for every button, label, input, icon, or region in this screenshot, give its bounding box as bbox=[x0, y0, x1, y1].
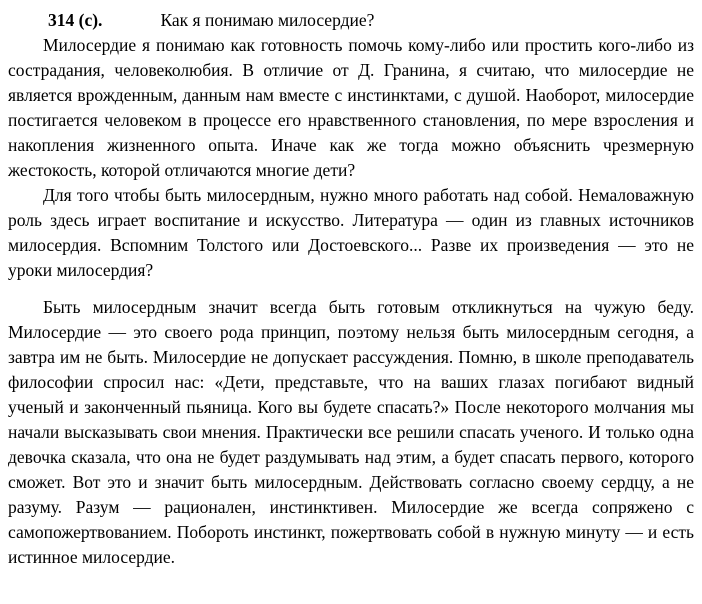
exercise-title: Как я понимаю милосердие? bbox=[160, 10, 375, 30]
exercise-number: 314 (с). bbox=[48, 10, 103, 30]
paragraph-3: Быть милосердным значит всегда быть готовым откликнуться на чужую беду. Милосердие — это своего рода принцип, поэтому нельзя быть милосердным сегодня, а завтра им не быть. Милосердие не допускает рассуждения. Помню, в школе преподаватель философии спросил нас: «Дети, представьте, что на ваших глазах погибают видный ученый и законченный пьяница. Кого вы будете спасать?» После некоторого молчания мы начали высказывать свои мнения. Практически все решили спасать ученого. И только одна девочка сказала, что она не будет раздумывать над этим, а будет спасать первого, которого сможет. Вот это и значит быть милосердным. Действовать согласно своему сердцу, а не разуму. Разум — рационален, инстинктивен. Милосердие же всегда сопряжено с самопожертвованием. Побороть инстинкт, пожертвовать собой в нужную минуту — и есть истинное милосердие. bbox=[8, 297, 694, 567]
exercise-heading bbox=[8, 8, 694, 33]
paragraph-1: Милосердие я понимаю как готовность помочь кому-либо или простить кого-либо из сострадания, человеколюбия. В отличие от Д. Гранина, я считаю, что милосердие не является врожденным, данным нам вместе с инстинктами, с душой. Наоборот, милосердие постигается человеком в процессе его нравственного становления, по мере взросления и накопления жизненного опыта. Иначе как же тогда можно объяснить чрезмерную жестокость, которой отличаются многие дети? bbox=[8, 35, 694, 180]
paragraph-2: Для того чтобы быть милосердным, нужно много работать над собой. Немаловажную роль здесь играет воспитание и искусство. Литература — один из главных источников милосердия. Вспомним Толстого или Достоевского... Разве их произведения — это не уроки милосердия? bbox=[8, 185, 694, 280]
